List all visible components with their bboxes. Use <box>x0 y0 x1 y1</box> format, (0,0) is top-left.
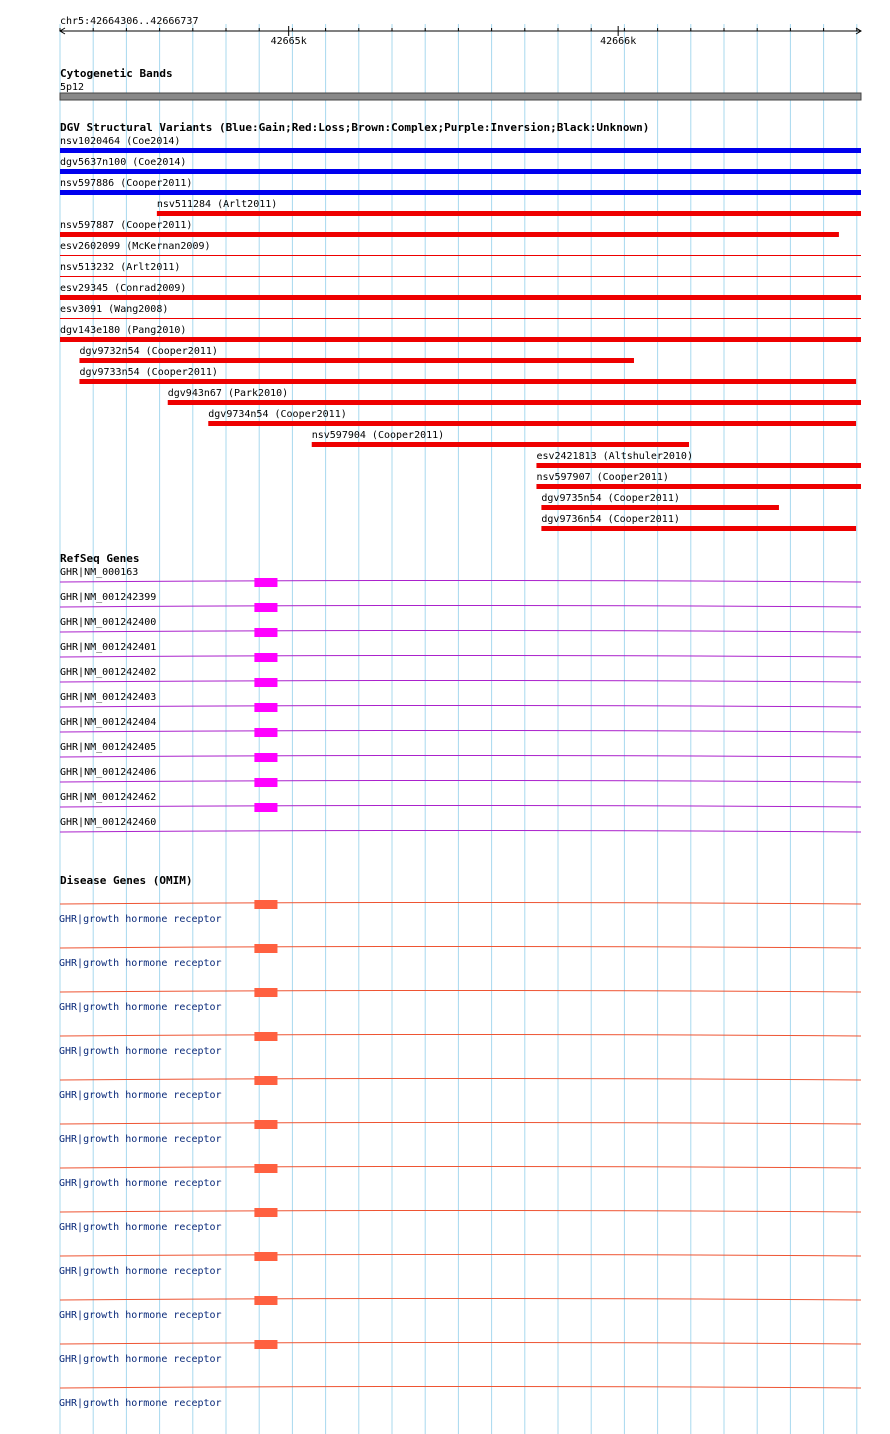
omim-gene-label: GHR|growth hormone receptor <box>59 1178 222 1189</box>
refseq-intron-line <box>60 656 861 658</box>
cytoband-bar <box>60 93 861 100</box>
dgv-variant-label: nsv597886 (Cooper2011) <box>60 178 193 189</box>
omim-gene-line <box>60 1167 861 1169</box>
omim-gene-line <box>60 1299 861 1301</box>
omim-gene-line <box>60 1079 861 1081</box>
dgv-variant-bar <box>60 169 861 174</box>
refseq-intron-line <box>60 681 861 683</box>
omim-exon-block <box>254 1252 277 1261</box>
dgv-variant-label: nsv513232 (Arlt2011) <box>60 262 181 273</box>
dgv-variant-label: nsv597904 (Cooper2011) <box>311 430 445 441</box>
omim-gene-label: GHR|growth hormone receptor <box>59 1398 222 1409</box>
dgv-variant-label: esv2421813 (Altshuler2010) <box>536 451 693 462</box>
dgv-variant-label: dgv143e180 (Pang2010) <box>60 325 187 336</box>
dgv-variant-bar <box>60 295 861 300</box>
dgv-variant-label: esv3091 (Wang2008) <box>60 304 169 315</box>
refseq-exon-block <box>254 703 277 712</box>
omim-exon-block <box>254 988 277 997</box>
dgv-track <box>60 121 861 531</box>
omim-exon-block <box>254 1208 277 1217</box>
cytoband-track <box>60 67 861 100</box>
omim-exon-block <box>254 1296 277 1305</box>
omim-gene-label: GHR|growth hormone receptor <box>59 1090 222 1101</box>
refseq-transcript-label: GHR|NM_001242460 <box>60 817 157 828</box>
omim-gene-label: GHR|growth hormone receptor <box>59 1354 222 1365</box>
dgv-variant-bar <box>60 255 861 256</box>
omim-exon-block <box>254 1164 277 1173</box>
dgv-variant-label: nsv511284 (Arlt2011) <box>156 199 278 210</box>
omim-track-title: Disease Genes (OMIM) <box>60 874 193 887</box>
omim-gene-label: GHR|growth hormone receptor <box>59 1002 222 1013</box>
refseq-intron-line <box>60 581 861 583</box>
refseq-intron-line <box>60 706 861 708</box>
cytoband-track-title: Cytogenetic Bands <box>60 67 173 80</box>
dgv-variant-label: dgv943n67 (Park2010) <box>167 388 289 399</box>
refseq-transcript-label: GHR|NM_001242400 <box>60 617 157 628</box>
dgv-variant-bar <box>541 505 779 510</box>
omim-exon-block <box>254 1076 277 1085</box>
omim-gene-line <box>60 1255 861 1257</box>
omim-gene-label: GHR|growth hormone receptor <box>59 1310 222 1321</box>
refseq-exon-block <box>254 628 277 637</box>
dgv-variant-bar <box>60 337 861 342</box>
dgv-variant-label: nsv597907 (Cooper2011) <box>536 472 669 483</box>
ruler-tick-label: 42666k <box>600 36 637 47</box>
omim-gene-line <box>60 947 861 949</box>
dgv-variant-bar <box>60 148 861 153</box>
omim-gene-label: GHR|growth hormone receptor <box>59 1046 222 1057</box>
dgv-variant-label: dgv9735n54 (Cooper2011) <box>541 493 680 504</box>
dgv-variant-label: nsv1020464 (Coe2014) <box>60 136 181 147</box>
refseq-transcript-label: GHR|NM_001242402 <box>60 667 157 678</box>
dgv-variant-label: esv29345 (Conrad2009) <box>60 283 187 294</box>
refseq-exon-block <box>254 578 277 587</box>
refseq-intron-line <box>60 756 861 758</box>
omim-exon-block <box>254 900 277 909</box>
refseq-transcript-label: GHR|NM_001242403 <box>60 692 157 703</box>
omim-exon-block <box>254 1340 277 1349</box>
omim-gene-line <box>60 1387 861 1389</box>
refseq-transcript-label: GHR|NM_001242462 <box>60 792 157 803</box>
dgv-track-title: DGV Structural Variants (Blue:Gain;Red:Loss;Brown:Complex;Purple:Inversion;Black:Unknown) <box>60 121 650 134</box>
refseq-exon-block <box>254 678 277 687</box>
omim-gene-label: GHR|growth hormone receptor <box>59 1222 222 1233</box>
dgv-variant-bar <box>157 211 861 216</box>
dgv-variant-bar <box>60 318 861 319</box>
dgv-variant-bar <box>79 379 856 384</box>
refseq-transcript-label: GHR|NM_001242404 <box>60 717 157 728</box>
omim-track <box>59 874 861 1409</box>
omim-gene-label: GHR|growth hormone receptor <box>59 1266 222 1277</box>
omim-gene-label: GHR|growth hormone receptor <box>59 914 222 925</box>
dgv-variant-label: nsv597887 (Cooper2011) <box>60 220 193 231</box>
omim-gene-label: GHR|growth hormone receptor <box>59 958 222 969</box>
refseq-exon-block <box>254 653 277 662</box>
refseq-transcript-label: GHR|NM_000163 <box>60 567 139 578</box>
dgv-variant-bar <box>536 463 861 468</box>
dgv-variant-label: dgv5637n100 (Coe2014) <box>60 157 187 168</box>
refseq-intron-line <box>60 631 861 633</box>
refseq-intron-line <box>60 731 861 733</box>
refseq-transcript-label: GHR|NM_001242405 <box>60 742 157 753</box>
dgv-variant-label: dgv9736n54 (Cooper2011) <box>541 514 680 525</box>
region-label: chr5:42664306..42666737 <box>60 16 199 27</box>
refseq-exon-block <box>254 603 277 612</box>
dgv-variant-bar <box>541 526 856 531</box>
cytoband-label: 5p12 <box>60 82 85 93</box>
dgv-variant-bar <box>536 484 861 489</box>
dgv-variant-bar <box>60 276 861 277</box>
dgv-variant-label: dgv9732n54 (Cooper2011) <box>79 346 218 357</box>
ruler <box>60 16 861 47</box>
omim-gene-line <box>60 1343 861 1345</box>
refseq-exon-block <box>254 753 277 762</box>
omim-exon-block <box>254 944 277 953</box>
refseq-exon-block <box>254 728 277 737</box>
dgv-variant-label: dgv9734n54 (Cooper2011) <box>208 409 347 420</box>
refseq-intron-line <box>60 831 861 833</box>
refseq-transcript-label: GHR|NM_001242401 <box>60 642 157 653</box>
refseq-transcript-label: GHR|NM_001242406 <box>60 767 157 778</box>
dgv-variant-label: dgv9733n54 (Cooper2011) <box>79 367 218 378</box>
omim-gene-line <box>60 903 861 905</box>
refseq-intron-line <box>60 606 861 608</box>
omim-gene-line <box>60 1211 861 1213</box>
ruler-tick-label: 42665k <box>270 36 307 47</box>
dgv-variant-bar <box>60 190 861 195</box>
dgv-variant-bar <box>168 400 861 405</box>
dgv-variant-label: esv2602099 (McKernan2009) <box>60 241 211 252</box>
omim-exon-block <box>254 1120 277 1129</box>
refseq-track-title: RefSeq Genes <box>60 552 140 565</box>
omim-gene-line <box>60 991 861 993</box>
dgv-variant-bar <box>208 421 856 426</box>
refseq-transcript-label: GHR|NM_001242399 <box>60 592 157 603</box>
omim-gene-line <box>60 1035 861 1037</box>
omim-gene-label: GHR|growth hormone receptor <box>59 1134 222 1145</box>
omim-exon-block <box>254 1032 277 1041</box>
refseq-intron-line <box>60 781 861 783</box>
refseq-exon-block <box>254 778 277 787</box>
dgv-variant-bar <box>79 358 634 363</box>
dgv-variant-bar <box>60 232 839 237</box>
refseq-track <box>60 552 861 832</box>
refseq-intron-line <box>60 806 861 808</box>
dgv-variant-bar <box>312 442 689 447</box>
omim-gene-line <box>60 1123 861 1125</box>
refseq-exon-block <box>254 803 277 812</box>
